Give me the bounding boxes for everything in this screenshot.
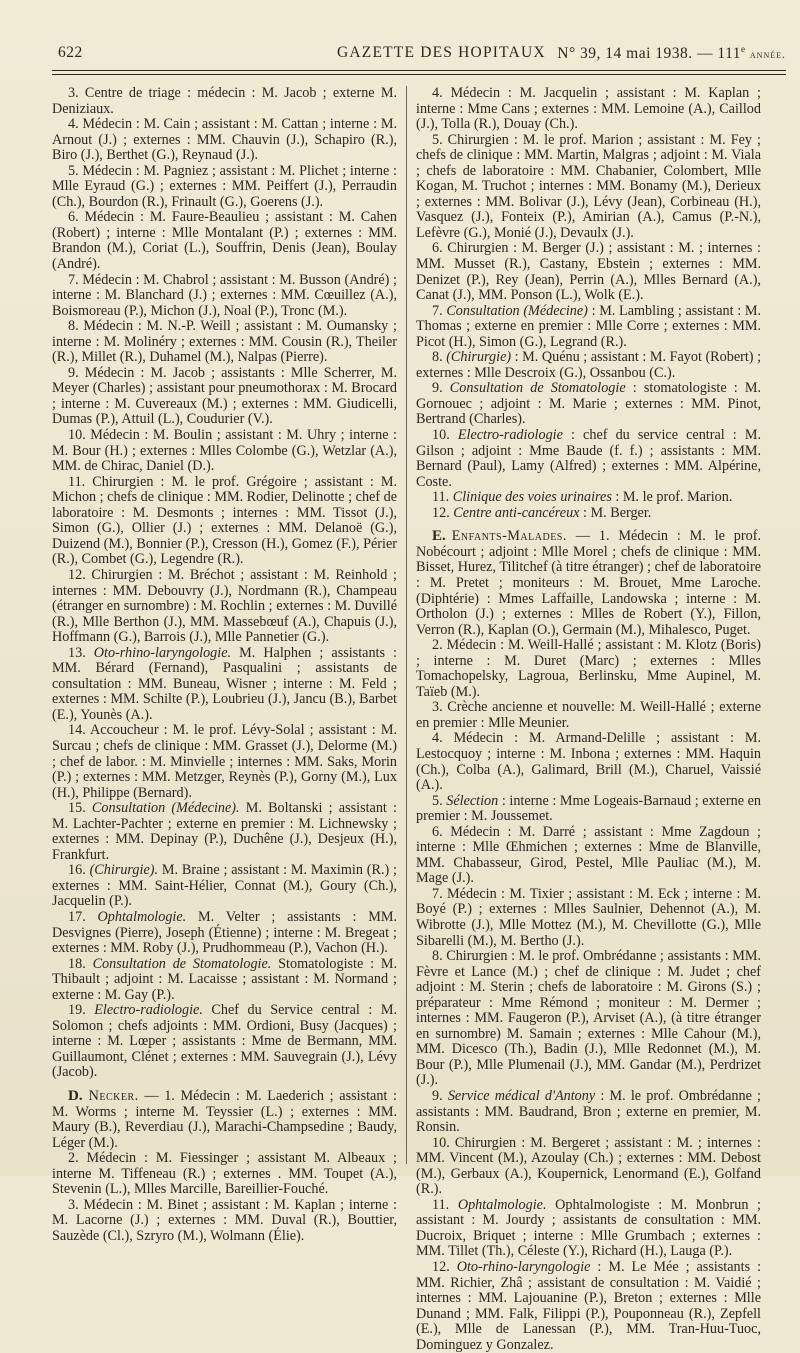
- service-entry: 8. Chirurgien : M. le prof. Ombrédanne ; assistants : MM. Fèvre et Lance (M.) ; chef de clinique : M. Judet ; chef adjoint : M. Sterin ; chefs de laboratoire : M. Girons (S.) ; préparateur : Mme Rémond ; moniteur : M. Dermer ; internes : MM. Faugeron (P.), Arviset (A.), (à titre étranger en surnombre) M. Samain ; externes : Mlle Cahour (M.), MM. Dicesco (Th.), Badin (J.), Mlle Redonnet (M.), M. Bour (P.), Mlle Plumenail (J.), MM. Gandar (M.), Perdrizet (J.).: [416, 948, 761, 1089]
- service-entry: 13. Oto-rhino-laryngologie. M. Halphen ; assistants : MM. Bérard (Fernand), Pasqualini ; assistants de consultation : MM. Buneau, Wisner ; interne : M. Feld ; externes : MM. Schilte (P.), Loubrieu (J.), Jancu (B.), Barbet (E.), Younès (A.).: [52, 644, 397, 723]
- service-entry: 12. Centre anti-cancéreux : M. Berger.: [432, 504, 652, 521]
- service-entry: 19. Electro-radiologie. Chef du Service central : M. Solomon ; chefs adjoints : MM. Ordioni, Busy (Jacques) ; interne : M. Lœper ; assistants : Mme de Bermann, MM. Guillaumont, Clénet ; externes : MM. Sauvegrain (J.), Lévy (Jacob).: [52, 1002, 398, 1081]
- issue-info: N° 39, 14 mai 1938. — 111e année.: [557, 44, 786, 63]
- service-entry: 8. Médecin : M. N.-P. Weill ; assistant : M. Oumansky ; interne : M. Molinéry ; externes : MM. Cousin (R.), Theiler (R.), Millet (R.), Duhamel (M.), Nalpas (Pierre).: [52, 318, 397, 366]
- page-header: [52, 40, 786, 62]
- header-rule-thin: [52, 74, 786, 75]
- service-entry: 9. Médecin : M. Jacob ; assistants : Mlle Scherrer, M. Meyer (Charles) ; assistant pour pneumothorax : M. Brocard ; interne : M. Cuvereaux (M.) ; externes : MM. Giudicelli, Dumas (P.), Attuil (L.), Coudurier (V.).: [52, 364, 397, 428]
- service-entry: 7. Consultation (Médecine) : M. Lambling ; assistant : M. Thomas ; externe en premier : Mlle Corre ; externes : MM. Picot (H.), Simon (G.), Legrand (R.).: [416, 302, 762, 350]
- service-entry: 7. Médecin : M. Chabrol ; assistant : M. Busson (André) ; interne : M. Blanchard (J.) ; externes : MM. Cœuillez (A.), Boismoreau (P.), Michon (J.), Noal (P.), Tronc (M.).: [52, 271, 397, 319]
- service-entry: 15. Consultation (Médecine). M. Boltanski ; assistant : M. Lachter-Pachter ; externe en premier : M. Lichnewsky ; externes : MM. Depinay (P.), Duchêne (J.), Desjeux (H.), Frankfurt.: [52, 800, 397, 863]
- left-column: [52, 86, 397, 1244]
- service-entry: 4. Médecin : M. Cain ; assistant : M. Cattan ; interne : M. Arnout (J.) ; externes : MM. Chauvin (J.), Schapiro (R.), Biro (J.), Berthet (G.), Reynaud (J.).: [52, 116, 397, 164]
- service-entry: 9. Consultation de Stomatologie : stomatologiste : M. Gornouec ; adjoint : M. Marie ; externes : MM. Pinot, Bertrand (Charles).: [416, 380, 761, 428]
- service-entry: 7. Médecin : M. Tixier ; assistant : M. Eck ; interne : M. Boyé (P.) ; externes : Mlles Saulnier, Dehennot (A.), M. Wibrotte (J.), Mlle Mottez (M.), M. Chevillotte (G.), Mlle Sibarelli (M.), M. Bertho (J.).: [416, 885, 761, 949]
- service-entry: 16. (Chirurgie). M. Braine ; assistant : M. Maximin (R.) ; externes : MM. Saint-Hélier, Connat (M.), Goury (Ch.), Jacquelin (P.).: [52, 862, 398, 910]
- column-divider: [406, 86, 407, 1164]
- service-entry: 5. Sélection : interne : Mme Logeais-Barnaud ; externe en premier : M. Joussemet.: [416, 792, 762, 825]
- service-entry: 3. Médecin : M. Binet ; assistant : M. Kaplan ; interne : M. Lacorne (J.) ; externes : MM. Duval (R.), Bouttier, Sauzède (Cl.), Szryro (M.), Wolmann (Élie).: [52, 1196, 397, 1244]
- service-entry: 11. Chirurgien : M. le prof. Grégoire ; assistant : M. Michon ; chefs de clinique : MM. Rodier, Delinotte ; chef de laboratoire : M. Desmonts ; internes : MM. Tissot (J.), Simon (G.), Ollier (J.) ; externes : MM. Delanoë (G.), Duizend (M.), Bonnier (P.), Cresson (H.), Gomez (F.), Périer (R.), Combet (G.), Legendre (R.).: [52, 473, 397, 568]
- section-letter: E.: [432, 528, 446, 545]
- service-entry: 10. Chirurgien : M. Bergeret ; assistant : M. ; internes : MM. Vincent (M.), Azoulay (Ch.) ; externes : MM. Debost (M.), Gerbaux (A.), Koupernick, Lenormand (E.), Golfand (R.).: [416, 1134, 761, 1198]
- service-entry: 6. Chirurgien : M. Berger (J.) ; assistant : M. ; internes : MM. Musset (R.), Castany, Ebstein ; externes : MM. Denizet (P.), Rey (Jean), Perrin (A.), Mlles Bernard (A.), Canat (J.), MM. Ponson (L.), Wolk (E.).: [416, 240, 761, 304]
- header-rule: [52, 70, 786, 71]
- hospital-name: Necker.: [88, 1088, 139, 1104]
- service-entry: 11. Ophtalmologie. Ophtalmologiste : M. Monbrun ; assistant : M. Jourdy ; assistants de consultation : MM. Ducroix, Briquet ; interne : Mlle Grumbach ; externes : MM. Tillet (Th.), Céleste (Y.), Richard (H.), Lauga (P.).: [416, 1196, 761, 1260]
- service-entry: 4. Médecin : M. Armand-Delille ; assistant : M. Lestocquoy ; interne : M. Inbona ; externes : MM. Haquin (Ch.), Colba (A.), Galimard, Brill (M.), Charuel, Vaissié (A.).: [416, 730, 761, 794]
- service-entry: 2. Médecin : M. Fiessinger ; assistant M. Albeaux ; interne M. Tiffeneau (R.) ; externes . MM. Toupet (A.), Stevenin (L.), Mlles Marcille, Bareillier-Fouché.: [52, 1150, 397, 1198]
- service-entry: 10. Electro-radiologie : chef du service central : M. Gilson ; adjoint : Mme Baude (f. f.) ; assistants : MM. Bernard (Paul), Lamy (Alfred) ; externes : MM. Alpérine, Coste.: [416, 427, 762, 490]
- service-entry: 11. Clinique des voies urinaires : M. le prof. Marion.: [432, 489, 733, 506]
- service-entry: D. Necker. — 1. Médecin : M. Laederich ; assistant : M. Worms ; interne M. Teyssier (L.) ; externes : MM. Maury (B.), Reverdiau (J.), Marachi-Champsedine ; Baudy, Léger (M.).: [52, 1088, 397, 1151]
- service-entry: 2. Médecin : M. Weill-Hallé ; assistant : M. Klotz (Boris) ; interne : M. Duret (Marc) ; externes : Mlles Tomachopelsky, Lagroua, Berlinsku, Mme Aupinel, M. Taïeb (M.).: [416, 637, 761, 700]
- section-letter: D.: [68, 1088, 83, 1104]
- service-entry: 8. (Chirurgie) : M. Quénu ; assistant : M. Fayot (Robert) ; externes : Mlle Descroix (G.), Ossanbou (C.).: [416, 349, 762, 381]
- service-entry: 9. Service médical d'Antony : M. le prof. Ombrédanne ; assistants : MM. Baudrand, Bron ; externe en premier, M. Ronsin.: [416, 1088, 761, 1136]
- service-entry: 12. Oto-rhino-laryngologie : M. Le Mée ; assistants : MM. Richier, Zhâ ; assistant de consultation : M. Vaidié ; internes : MM. Lajouanine (P.), Breton ; externes : Mlle Dunand ; MM. Falk, Filippi (P.), Pouponneau (R.), Zepfell (E.), Mlle de Lanessan (P.), MM. Tran-Huu-Tuoc, Dominguez y Gonzalez.: [416, 1259, 762, 1353]
- right-column: [416, 86, 761, 1353]
- service-entry: 5. Médecin : M. Pagniez ; assistant : M. Plichet ; interne : Mlle Eyraud (G.) ; externes : MM. Peiffert (J.), Perraudin (Ch.), Bourdon (R.), Frinault (G.), Goerens (J.).: [52, 162, 397, 210]
- service-entry: 17. Ophtalmologie. M. Velter ; assistants : MM. Desvignes (Pierre), Joseph (Étienne) ; interne : M. Bregeat ; externes : MM. Roby (J.), Prudhommeau (P.), Vachon (H.).: [52, 908, 397, 957]
- service-entry: 10. Médecin : M. Boulin ; assistant : M. Uhry ; interne : M. Bour (H.) ; externes : Mlles Colombe (G.), Wetzlar (A.), MM. de Chirac, Daniel (D.).: [52, 427, 397, 475]
- service-entry: 3. Crèche ancienne et nouvelle: M. Weill-Hallé ; externe en premier : Mlle Meunier.: [416, 699, 761, 731]
- service-entry: 18. Consultation de Stomatologie. Stomatologiste : M. Thibault ; adjoint : M. Lacaisse ; assistant : M. Normand ; externe : M. Gay (P.).: [52, 955, 398, 1003]
- page-number: 622: [58, 44, 83, 61]
- service-entry: 5. Chirurgien : M. le prof. Marion ; assistant : M. Fey ; chefs de clinique : MM. Martin, Malgras ; adjoint : M. Viala ; chefs de laboratoire : MM. Chabanier, Colombert, Mlle Kogan, M. Truchot ; internes : MM. Bonamy (M.), Derieux ; externes : MM. Bolivar (J.), Lévy (Jean), Corbineau (H.), Vasquez (J.), Fonteix (P.), Amirian (A.), Camus (P.-N.), Lefèvre (G.), Monié (J.), Devaulx (J.).: [416, 131, 761, 241]
- service-entry: 6. Médecin : M. Darré ; assistant : Mme Zagdoun ; interne : Mlle Œhmichen ; externes : Mme de Blanville, MM. Chabasseur, Girod, Pestel, Mlle Pauliac (M.), M. Mage (J.).: [416, 823, 761, 887]
- hospital-name: Enfants-Malades.: [451, 528, 567, 545]
- service-entry: E. Enfants-Malades. — 1. Médecin : M. le prof. Nobécourt ; adjoint : Mlle Morel ; chefs de clinique : MM. Bisset, Hurez, Tilitchef (à titre étranger) ; chef de laboratoire : M. Pretet ; moniteurs : M. Brouet, Mme Laroche. (Diphtérie) : Mmes Laffaille, Landowska ; interne : M. Ortholon (J.) ; externes : Mlles de Robert (Y.), Fillon, Verron (R.), Kaplan (O.), Germain (M.), Mihalesco, Puget.: [416, 528, 761, 638]
- journal-title: GAZETTE DES HOPITAUX: [337, 44, 546, 61]
- service-entry: 4. Médecin : M. Jacquelin ; assistant : M. Kaplan ; interne : Mme Cans ; externes : MM. Lemoine (A.), Caillod (J.), Tolla (R.), Douay (Ch.).: [416, 85, 761, 133]
- service-entry: 3. Centre de triage : médecin : M. Jacob ; externe M. Deniziaux.: [52, 85, 397, 117]
- service-entry: 6. Médecin : M. Faure-Beaulieu ; assistant : M. Cahen (Robert) ; interne : Mlle Montalant (P.) ; externes : MM. Brandon (M.), Coriat (L.), Souffrin, Denis (Jean), Boulay (André).: [52, 209, 397, 273]
- service-entry: 14. Accoucheur : M. le prof. Lévy-Solal ; assistant : M. Surcau ; chefs de clinique : MM. Grasset (J.), Delorme (M.) ; chef de labor. : M. Minvielle ; internes : MM. Saks, Morin (P.) ; externes : MM. Metzger, Reynès (P.), Gorny (M.), Lux (H.), Philippe (Bernard).: [52, 722, 397, 801]
- service-entry: 12. Chirurgien : M. Bréchot ; assistant : M. Reinhold ; internes : MM. Debouvry (J.), Nordmann (R.), Champeau (étranger en surnombre) : M. Rochlin ; externes : M. Duvillé (R.), Mlle Berthon (J.), MM. Massebœuf (A.), Chapuis (J.), Hoffmann (G.), Barrois (J.), Mlle Pannetier (G.).: [52, 566, 397, 646]
